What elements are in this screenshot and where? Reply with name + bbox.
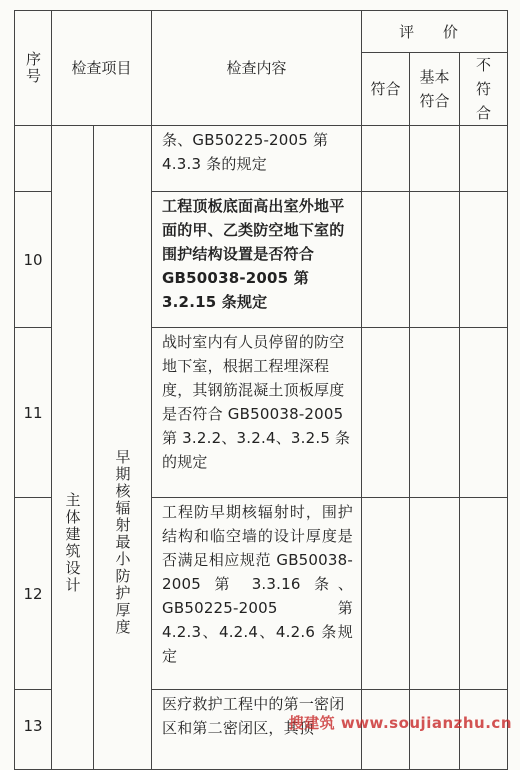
eval-basic-cell[interactable]	[410, 328, 460, 498]
eval-basic-cell[interactable]	[410, 498, 460, 690]
header-eval-basic: 基本符合	[410, 53, 460, 126]
row-content: 战时室内有人员停留的防空地下室，根据工程埋深程度，其钢筋混凝土顶板厚度是否符合 GB50038-2005 第 3.2.2、3.2.4、3.2.5 条的规定	[152, 328, 362, 498]
eval-pass-cell[interactable]	[362, 498, 410, 690]
eval-pass-cell[interactable]	[362, 126, 410, 192]
row-number: 12	[15, 498, 52, 690]
row-number	[15, 126, 52, 192]
header-no: 序号	[24, 51, 42, 85]
eval-fail-cell[interactable]	[460, 328, 508, 498]
eval-basic-cell[interactable]	[410, 192, 460, 328]
eval-fail-cell[interactable]	[460, 126, 508, 192]
row-content: 工程顶板底面高出室外地平面的甲、乙类防空地下室的围护结构设置是否符合GB50038-2005 第 3.2.15 条规定	[152, 192, 362, 328]
watermark: 搜建筑 www.soujianzhu.cn	[288, 714, 512, 732]
header-row-1	[15, 11, 508, 53]
subcategory-cell	[94, 126, 152, 770]
eval-basic-cell[interactable]	[410, 126, 460, 192]
header-content: 检查内容	[152, 11, 362, 126]
inspection-table	[14, 10, 508, 770]
table-row	[15, 126, 508, 192]
row-number: 13	[15, 690, 52, 770]
header-eval-fail: 不符合	[460, 53, 508, 126]
row-content: 条、GB50225-2005 第 4.3.3 条的规定	[152, 126, 362, 192]
category-cell	[52, 126, 94, 770]
eval-pass-cell[interactable]	[362, 328, 410, 498]
row-content: 工程防早期核辐射时，围护结构和临空墙的设计厚度是否满足相应规范 GB50038-2005 第 3.3.16 条、 GB50225-2005 第 4.2.3、4.2.4、4.2.6 条规定	[152, 498, 362, 690]
row-number: 11	[15, 328, 52, 498]
category-label: 主体建筑设计	[63, 491, 82, 594]
header-eval-pass: 符合	[362, 53, 410, 126]
eval-fail-cell[interactable]	[460, 498, 508, 690]
eval-pass-cell[interactable]	[362, 192, 410, 328]
eval-fail-cell[interactable]	[460, 192, 508, 328]
row-content: 医疗救护工程中的第一密闭区和第二密闭区，其顶	[152, 690, 362, 770]
header-eval: 评 价	[362, 11, 508, 53]
header-item: 检查项目	[52, 11, 152, 126]
row-number: 10	[15, 192, 52, 328]
subcategory-label: 早期核辐射最小防护厚度	[113, 449, 132, 636]
header-no-cell	[15, 11, 52, 126]
